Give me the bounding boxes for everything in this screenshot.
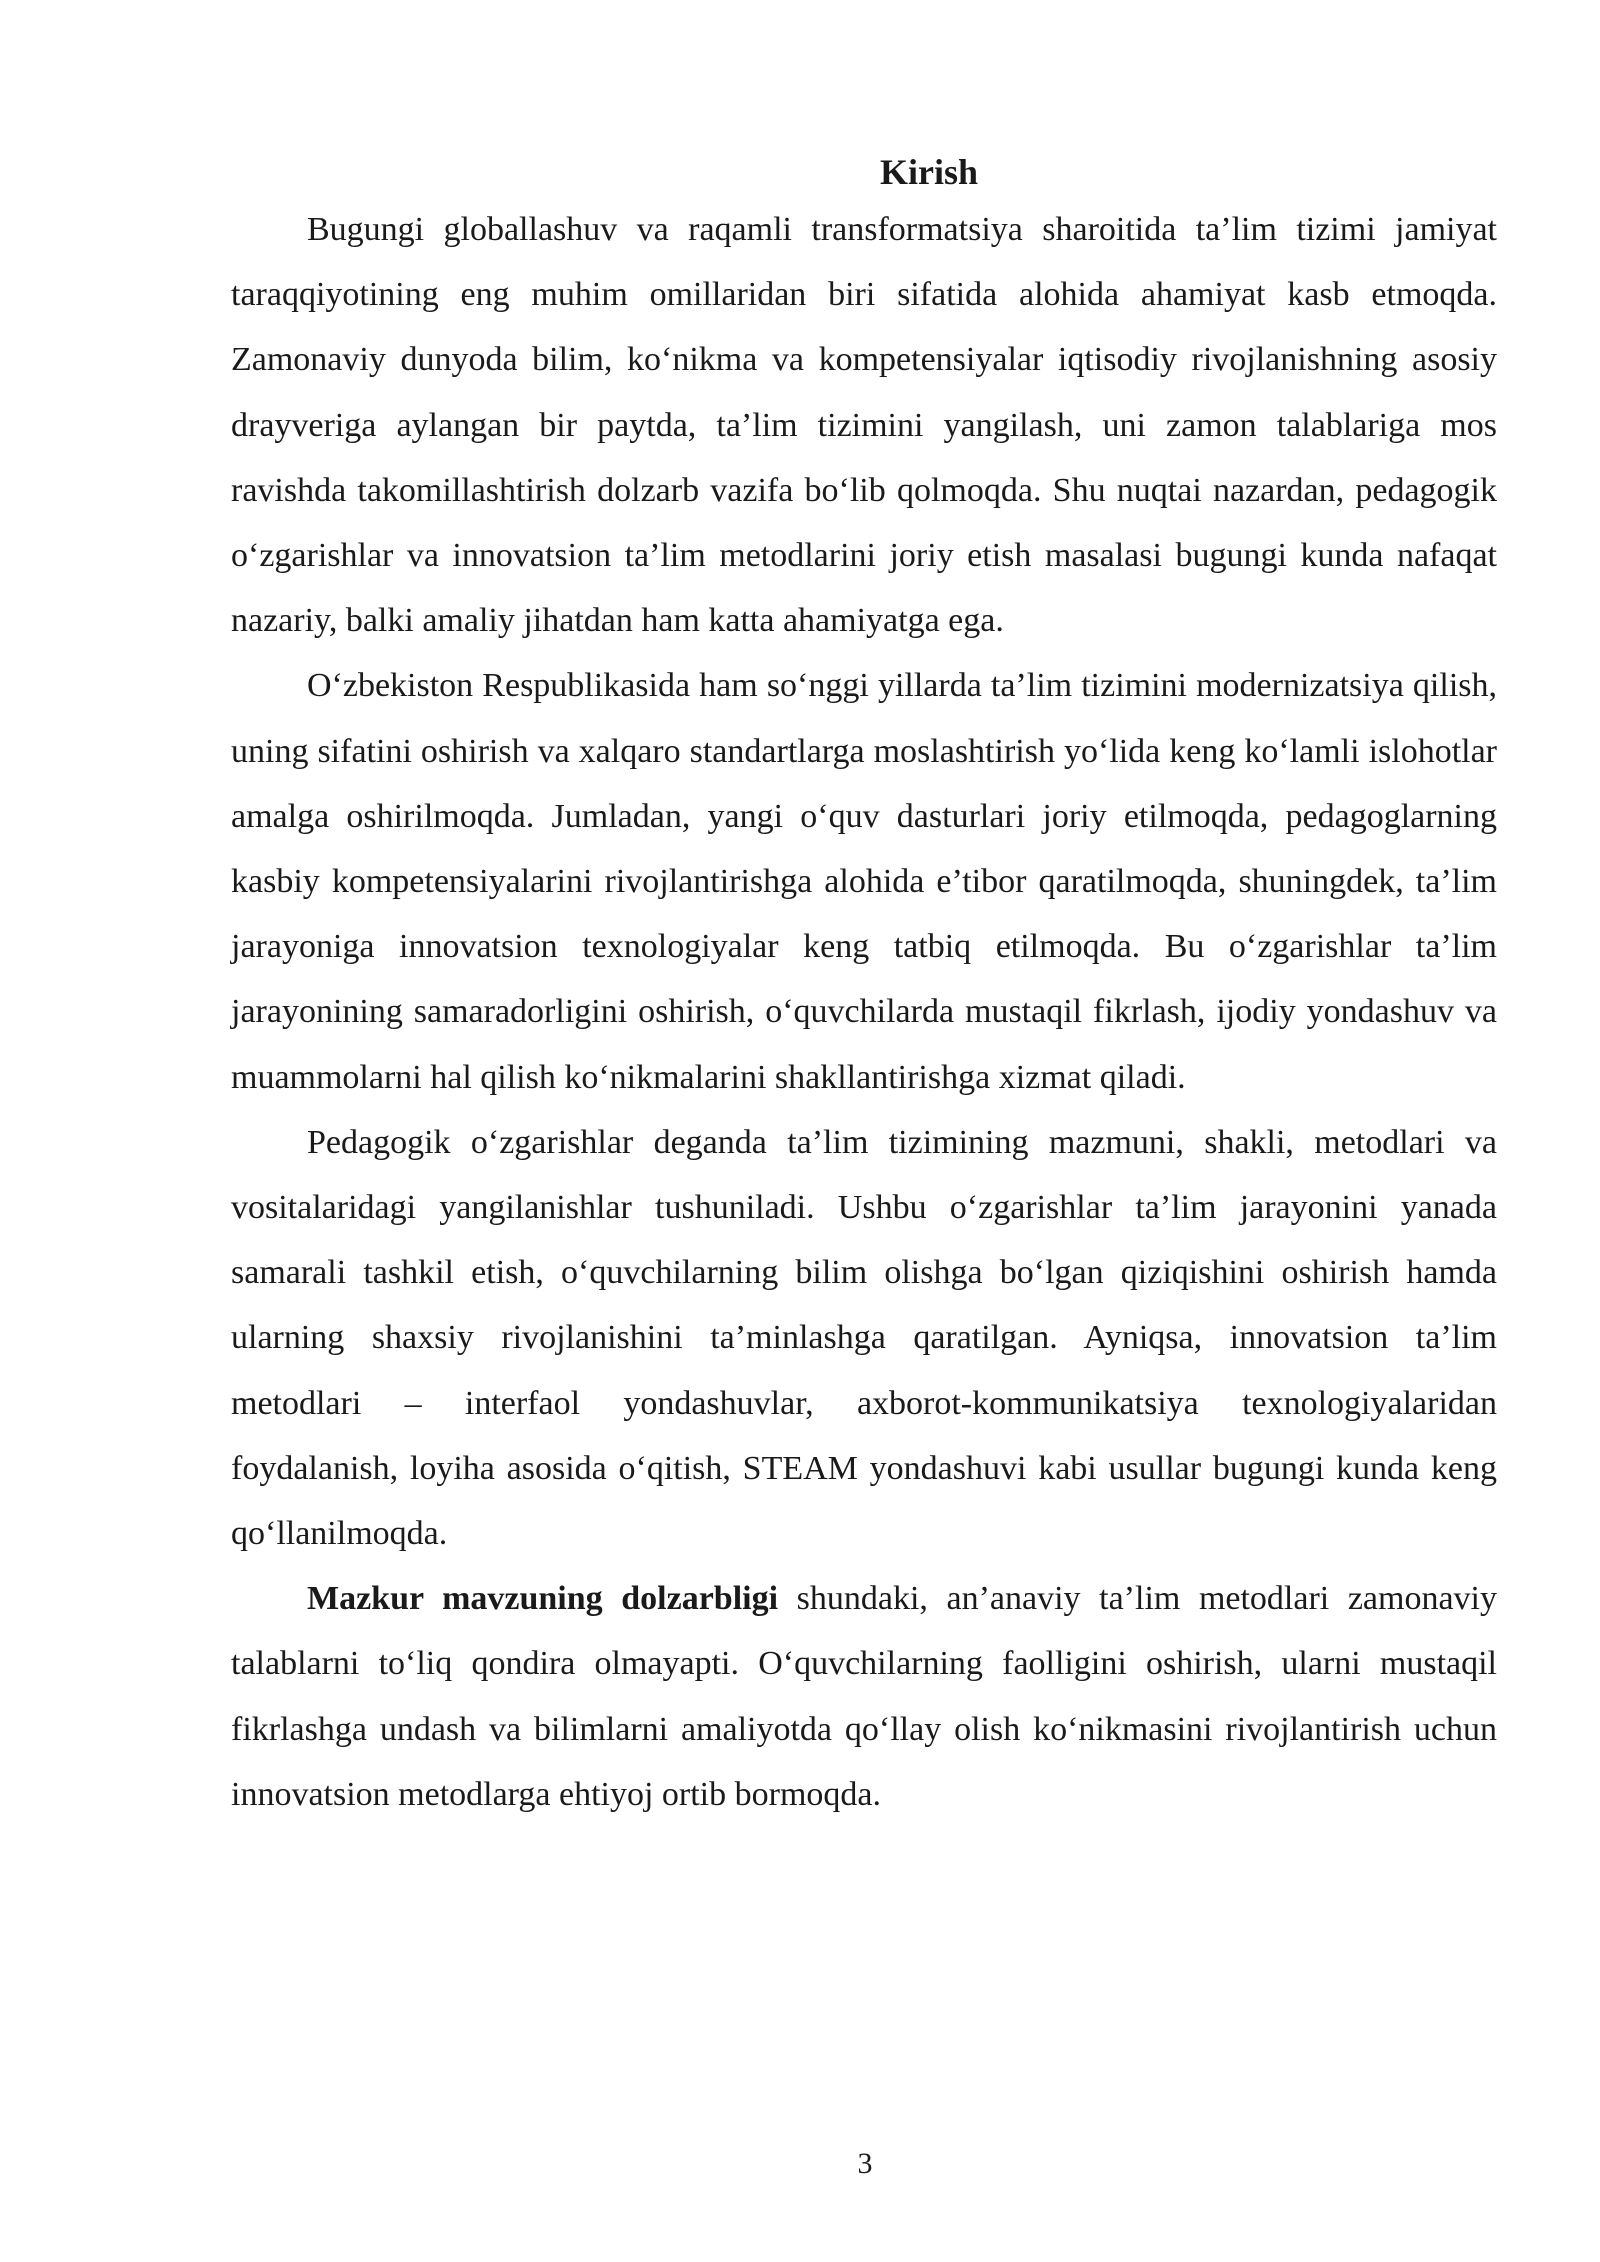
paragraph-bold-lead: Mazkur mavzuning dolzarbligi — [307, 1580, 779, 1618]
page-number: 3 — [857, 2147, 873, 2180]
paragraph-uzbekistan-reforms — [231, 653, 1497, 1109]
paragraph-text: Oʻzbekiston Respublikasida ham soʻnggi yillarda ta’lim tizimini modernizatsiya qilish, uning sifatini oshirish va xalqaro standartlarga moslashtirish yoʻlida keng koʻlamli islohotlar amalga oshirilmoqda. Jumladan, yangi oʻquv dasturlari joriy etilmoqda, pedagoglarning kasbiy kompetensiyalarini rivojlantirishga alohida e’tibor qaratilmoqda, shuningdek, ta’lim jarayoniga innovatsion texnologiyalar keng tatbiq etilmoqda. Bu oʻzgarishlar ta’lim jarayonining samaradorligini oshirish, oʻquvchilarda mustaqil fikrlash, ijodiy yondashuv va muammolarni hal qilish koʻnikmalarini shakllantirishga xizmat qiladi. — [231, 667, 1497, 1096]
section-heading: Kirish — [879, 152, 978, 192]
paragraph-text: shundaki, an’anaviy ta’lim metodlari zamonaviy talablarni toʻliq qondira olmayapti. Oʻquvchilarning faolligini oshirish, ularni mustaqil fikrlashga undash va bilimlarni amaliyotda qoʻllay olish koʻnikmasini rivojlantirish uchun innovatsion metodlarga ehtiyoj ortib bormoqda. — [231, 1580, 1497, 1813]
paragraph-pedagogical-changes — [231, 1110, 1497, 1566]
page-content — [231, 148, 1497, 1827]
paragraph-text: Bugungi globallashuv va raqamli transformatsiya sharoitida ta’lim tizimi jamiyat taraqqiyotining eng muhim omillaridan biri sifatida alohida ahamiyat kasb etmoqda. Zamonaviy dunyoda bilim, koʻnikma va kompetensiyalar iqtisodiy rivojlanishning asosiy drayveriga aylangan bir paytda, ta’lim tizimini yangilash, uni zamon talablariga mos ravishda takomillashtirish dolzarb vazifa boʻlib qolmoqda. Shu nuqtai nazardan, pedagogik oʻzgarishlar va innovatsion ta’lim metodlarini joriy etish masalasi bugungi kunda nafaqat nazariy, balki amaliy jihatdan ham katta ahamiyatga ega. — [231, 211, 1497, 640]
paragraph-text: Pedagogik oʻzgarishlar deganda ta’lim tizimining mazmuni, shakli, metodlari va vositalaridagi yangilanishlar tushuniladi. Ushbu oʻzgarishlar ta’lim jarayonini yanada samarali tashkil etish, oʻquvchilarning bilim olishga boʻlgan qiziqishini oshirish hamda ularning shaxsiy rivojlanishini ta’minlashga qaratilgan. Ayniqsa, innovatsion ta’lim metodlari – interfaol yondashuvlar, axborot-kommunikatsiya texnologiyalaridan foydalanish, loyiha asosida oʻqitish, STEAM yondashuvi kabi usullar bugungi kunda keng qoʻllanilmoqda. — [231, 1123, 1497, 1553]
paragraph-intro — [231, 197, 1497, 653]
paragraph-relevance — [231, 1566, 1497, 1827]
